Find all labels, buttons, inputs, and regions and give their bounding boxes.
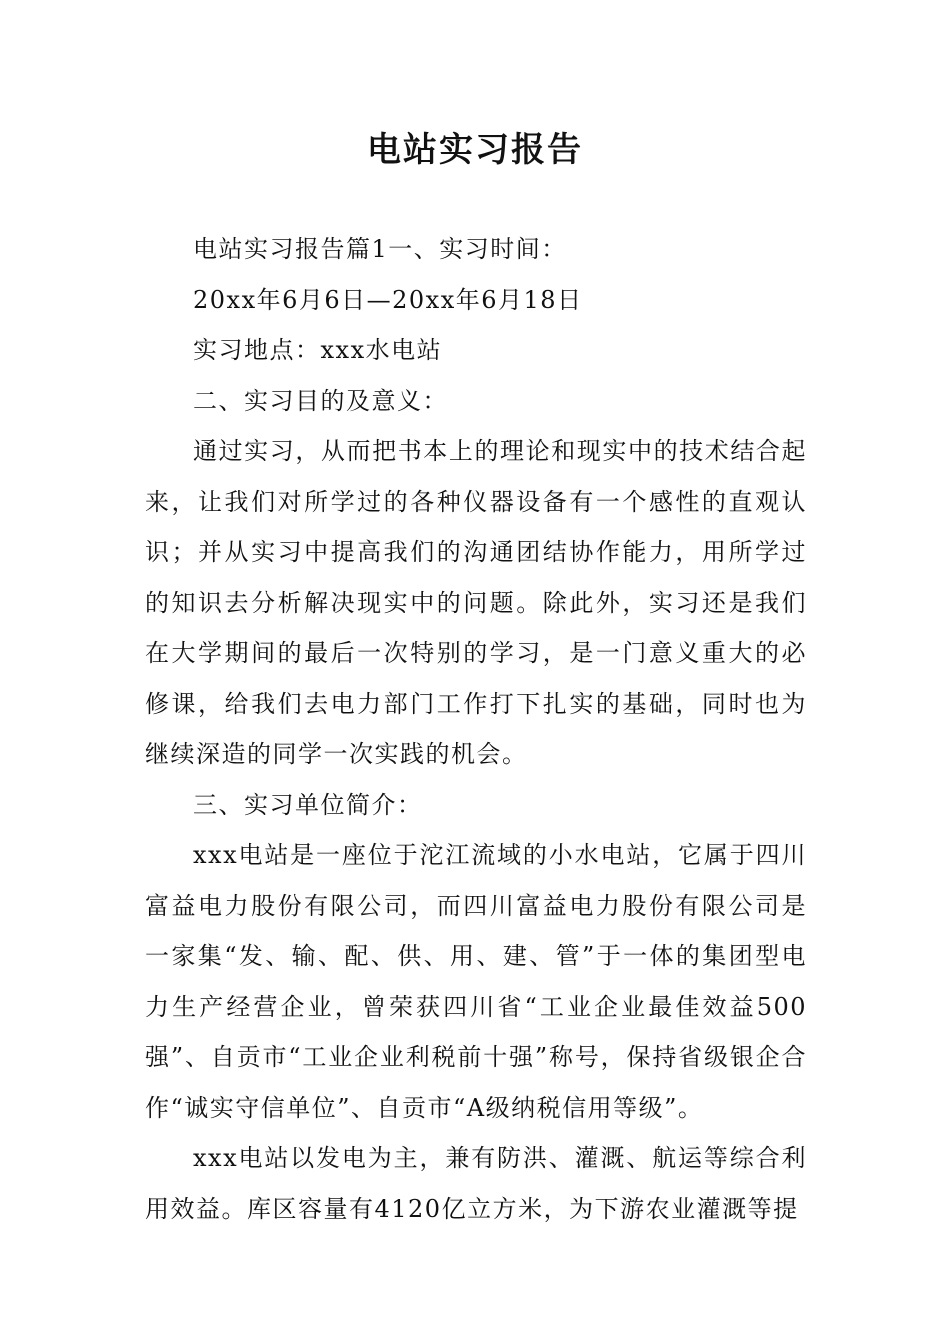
paragraph-internship-location: 实习地点：xxx水电站 xyxy=(193,336,443,364)
paragraph-internship-time-heading: 电站实习报告篇1一、实习时间： xyxy=(193,235,567,263)
paragraph-station-benefits: xxx电站以发电为主，兼有防洪、灌溉、航运等综合利用效益。库区容量有4120亿立方米，为下游农业灌溉等提 xyxy=(145,1144,807,1223)
paragraph-internship-dates: 20xx年6月6日—20xx年6月18日 xyxy=(193,285,583,314)
paragraph-unit-intro-body: xxx电站是一座位于沱江流域的小水电站，它属于四川富益电力股份有限公司，而四川富益电力股份有限公司是一家集“发、输、配、供、用、建、管”于一体的集团型电力生产经营企业，曾荣获四川省“工业企业最佳效益500强”、自贡市“工业企业利税前十强”称号，保持省级银企合作“诚实守信单位”、自贡市“A级纳税信用等级”。 xyxy=(145,841,807,1122)
document-title: 电站实习报告 xyxy=(367,130,583,170)
paragraph-purpose-heading: 二、实习目的及意义： xyxy=(193,386,448,415)
paragraph-purpose-body: 通过实习，从而把书本上的理论和现实中的技术结合起来，让我们对所学过的各种仪器设备有一个感性的直观认识；并从实习中提高我们的沟通团结协作能力，用所学过的知识去分析解决现实中的问题。除此外，实习还是我们在大学期间的最后一次特别的学习，是一门意义重大的必修课，给我们去电力部门工作打下扎实的基础，同时也为继续深造的同学一次实践的机会。 xyxy=(145,437,807,768)
paragraph-unit-intro-heading: 三、实习单位简介： xyxy=(193,790,423,819)
document-body xyxy=(145,224,807,1234)
